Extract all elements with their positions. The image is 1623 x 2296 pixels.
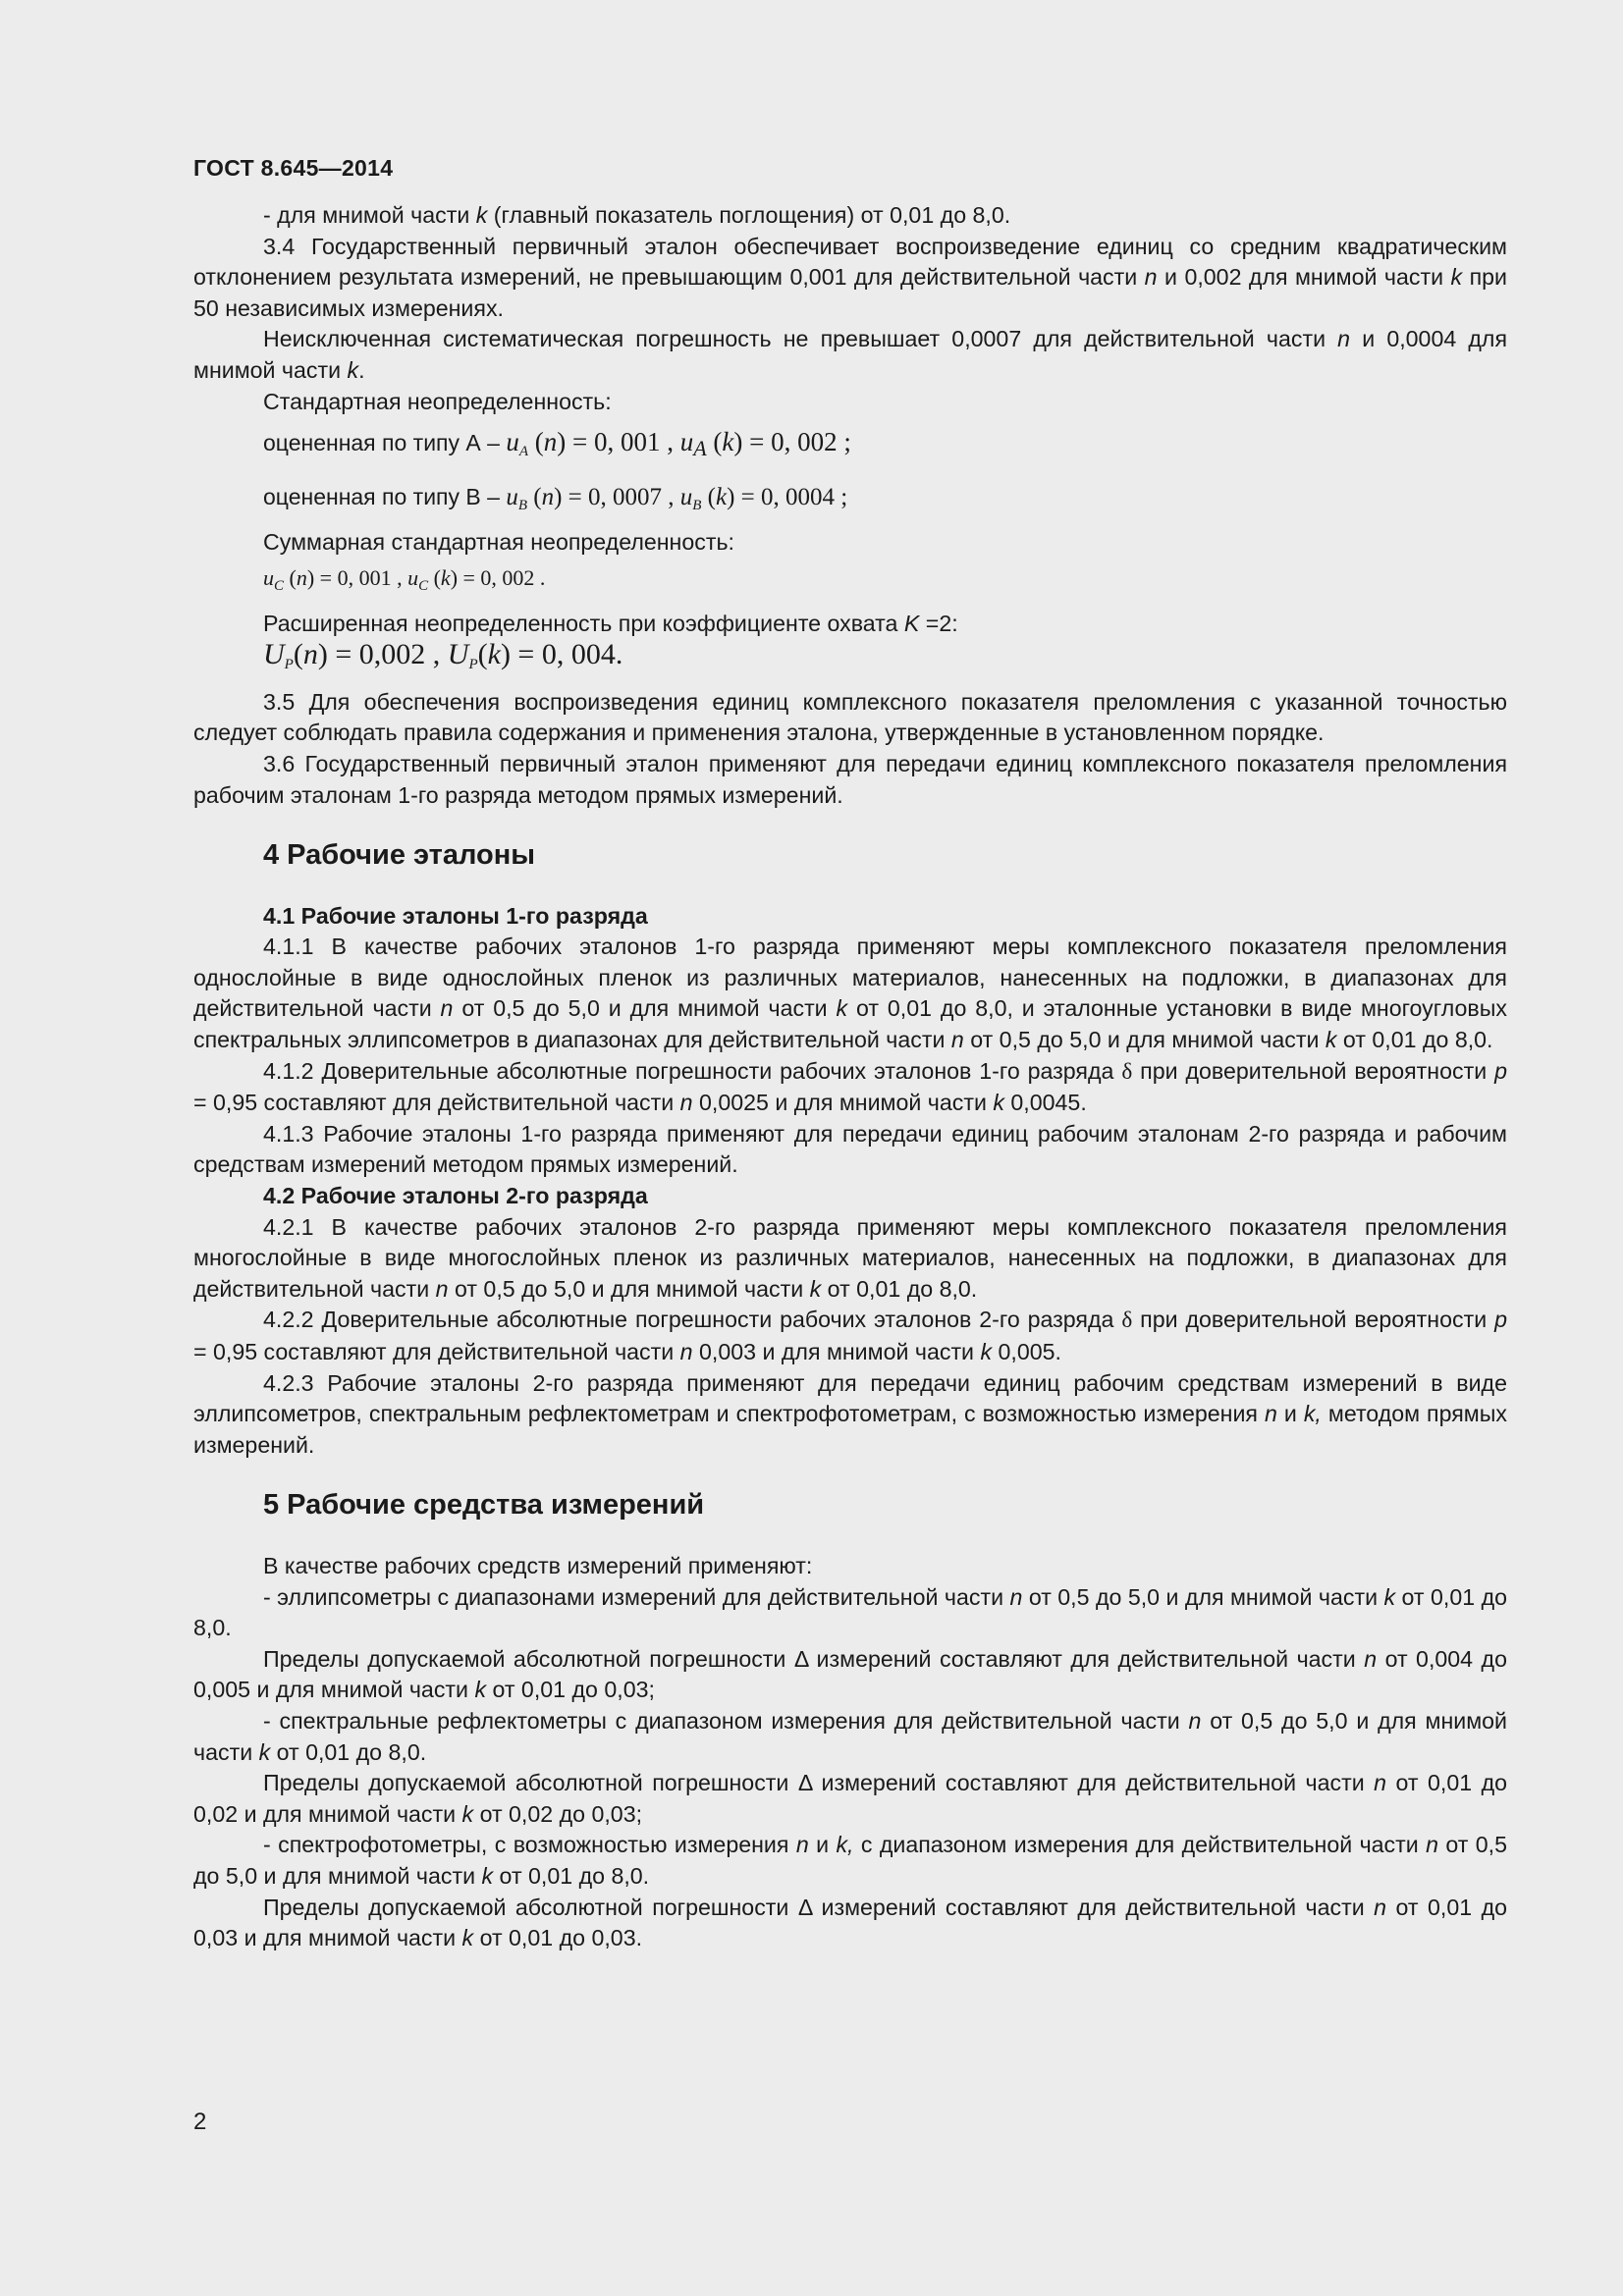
paragraph: Неисключенная систематическая погрешность не превышает 0,0007 для действительной части n и 0,0004 для мнимой части k. (193, 326, 1507, 383)
paragraph: Пределы допускаемой абсолютной погрешности Δ измерений составляют для действительной части n от 0,004 до 0,005 и для мнимой части k от 0,01 до 0,03; (193, 1645, 1507, 1703)
paragraph-4-1-2: 4.1.2 Доверительные абсолютные погрешности рабочих эталонов 1-го разряда δ при доверительной вероятности p = 0,95 составляют для действительной части n 0,0025 и для мнимой части k 0,0045. (193, 1057, 1507, 1116)
paragraph: Суммарная стандартная неопределенность: (263, 529, 734, 556)
formula-combined: $u_C$ (n) = 0, 001 , $u_C$ (k) = 0, 002 . (263, 564, 546, 594)
paragraph: - для мнимой части k (главный показатель поглощения) от 0,01 до 8,0. (263, 202, 1011, 228)
paragraph-ellipsometers: - эллипсометры с диапазонами измерений для действительной части n от 0,5 до 5,0 и для мнимой части k от 0,01 до 8,0. (193, 1583, 1507, 1641)
paragraph-spectrophotometers: - спектрофотометры, с возможностью измерения n и k, с диапазоном измерения для действительной части n от 0,5 до 5,0 и для мнимой части k от 0,01 до 8,0. (193, 1832, 1508, 1889)
paragraph-4-2-2: 4.2.2 Доверительные абсолютные погрешности рабочих эталонов 2-го разряда δ при доверительной вероятности p = 0,95 составляют для действительной части n 0,003 и для мнимой части k 0,005. (193, 1307, 1507, 1364)
paragraph-4-1-1: 4.1.1 В качестве рабочих эталонов 1-го разряда применяют меры комплексного показателя преломления однослойные в виде однослойных пленок из различных материалов, нанесенных на подложки, в диапазонах для действительной части n от 0,5 до 5,0 и для мнимой части k от 0,01 до 8,0, и эталонные установки в виде многоугловых спектральных эллипсометров в диапазонах для действительной части n от 0,5 до 5,0 и для мнимой части k от 0,01 до 8,0. (193, 934, 1507, 1053)
document-body (193, 200, 1507, 1954)
subsection-heading-4-1: 4.1 Рабочие эталоны 1-го разряда (263, 902, 648, 929)
paragraph-3-6: 3.6 Государственный первичный эталон применяют для передачи единиц комплексного показателя преломления рабочим эталонам 1-го разряда методом прямых измерений. (193, 750, 1507, 808)
paragraph: В качестве рабочих средств измерений применяют: (263, 1552, 813, 1578)
page-number: 2 (193, 2109, 207, 2135)
formula-expanded: $U_P(n) = 0,002$ , $U_P(k) = 0$, 004. (263, 638, 623, 673)
section-heading-5: 5 Рабочие средства измерений (263, 1489, 705, 1522)
paragraph-3-5: 3.5 Для обеспечения воспроизведения единиц комплексного показателя преломления с указанной точностью следует соблюдать правила содержания и применения эталона, утвержденные в установленном порядке. (193, 688, 1507, 746)
paragraph-reflectometers: - спектральные рефлектометры с диапазоном измерения для действительной части n от 0,5 до 5,0 и для мнимой части k от 0,01 до 8,0. (193, 1707, 1507, 1765)
paragraph: Стандартная неопределенность: (263, 388, 612, 414)
paragraph-4-2-1: 4.2.1 В качестве рабочих эталонов 2-го разряда применяют меры комплексного показателя преломления многослойные в виде многослойных пленок из различных материалов, нанесенных на подложки, в диапазонах для действительной части n от 0,5 до 5,0 и для мнимой части k от 0,01 до 8,0. (193, 1213, 1507, 1302)
paragraph: Пределы допускаемой абсолютной погрешности Δ измерений составляют для действительной части n от 0,01 до 0,03 и для мнимой части k от 0,01 до 0,03. (193, 1894, 1507, 1951)
paragraph: Пределы допускаемой абсолютной погрешности Δ измерений составляют для действительной части n от 0,01 до 0,02 и для мнимой части k от 0,02 до 0,03; (193, 1770, 1507, 1827)
formula-type-a: оцененная по типу А – $u_A$ (n) = 0, 001 , $u_A$ (k) = 0, 002 ; (263, 427, 851, 461)
paragraph-4-2-3: 4.2.3 Рабочие эталоны 2-го разряда применяют для передачи единиц рабочим средствам измерений в виде эллипсометров, спектральным рефлектометрам и спектрофотометрам, с возможностью измерения n и k, методом прямых измерений. (193, 1369, 1508, 1458)
paragraph-4-1-3: 4.1.3 Рабочие эталоны 1-го разряда применяют для передачи единиц рабочим эталонам 2-го разряда и рабочим средствам измерений методом прямых измерений. (193, 1120, 1507, 1178)
paragraph: Расширенная неопределенность при коэффициенте охвата K =2: (263, 610, 958, 636)
subsection-heading-4-2: 4.2 Рабочие эталоны 2-го разряда (263, 1183, 648, 1209)
formula-type-b: оцененная по типу В – $u_B$ (n) = 0, 0007 , $u_B$ (k) = 0, 0004 ; (263, 483, 848, 513)
section-heading-4: 4 Рабочие эталоны (263, 839, 536, 872)
document-header: ГОСТ 8.645—2014 (193, 155, 394, 181)
paragraph-3-4: 3.4 Государственный первичный эталон обеспечивает воспроизведение единиц со средним квадратическим отклонением результата измерений, не превышающим 0,001 для действительной части n и 0,002 для мнимой части k при 50 независимых измерениях. (193, 233, 1507, 321)
